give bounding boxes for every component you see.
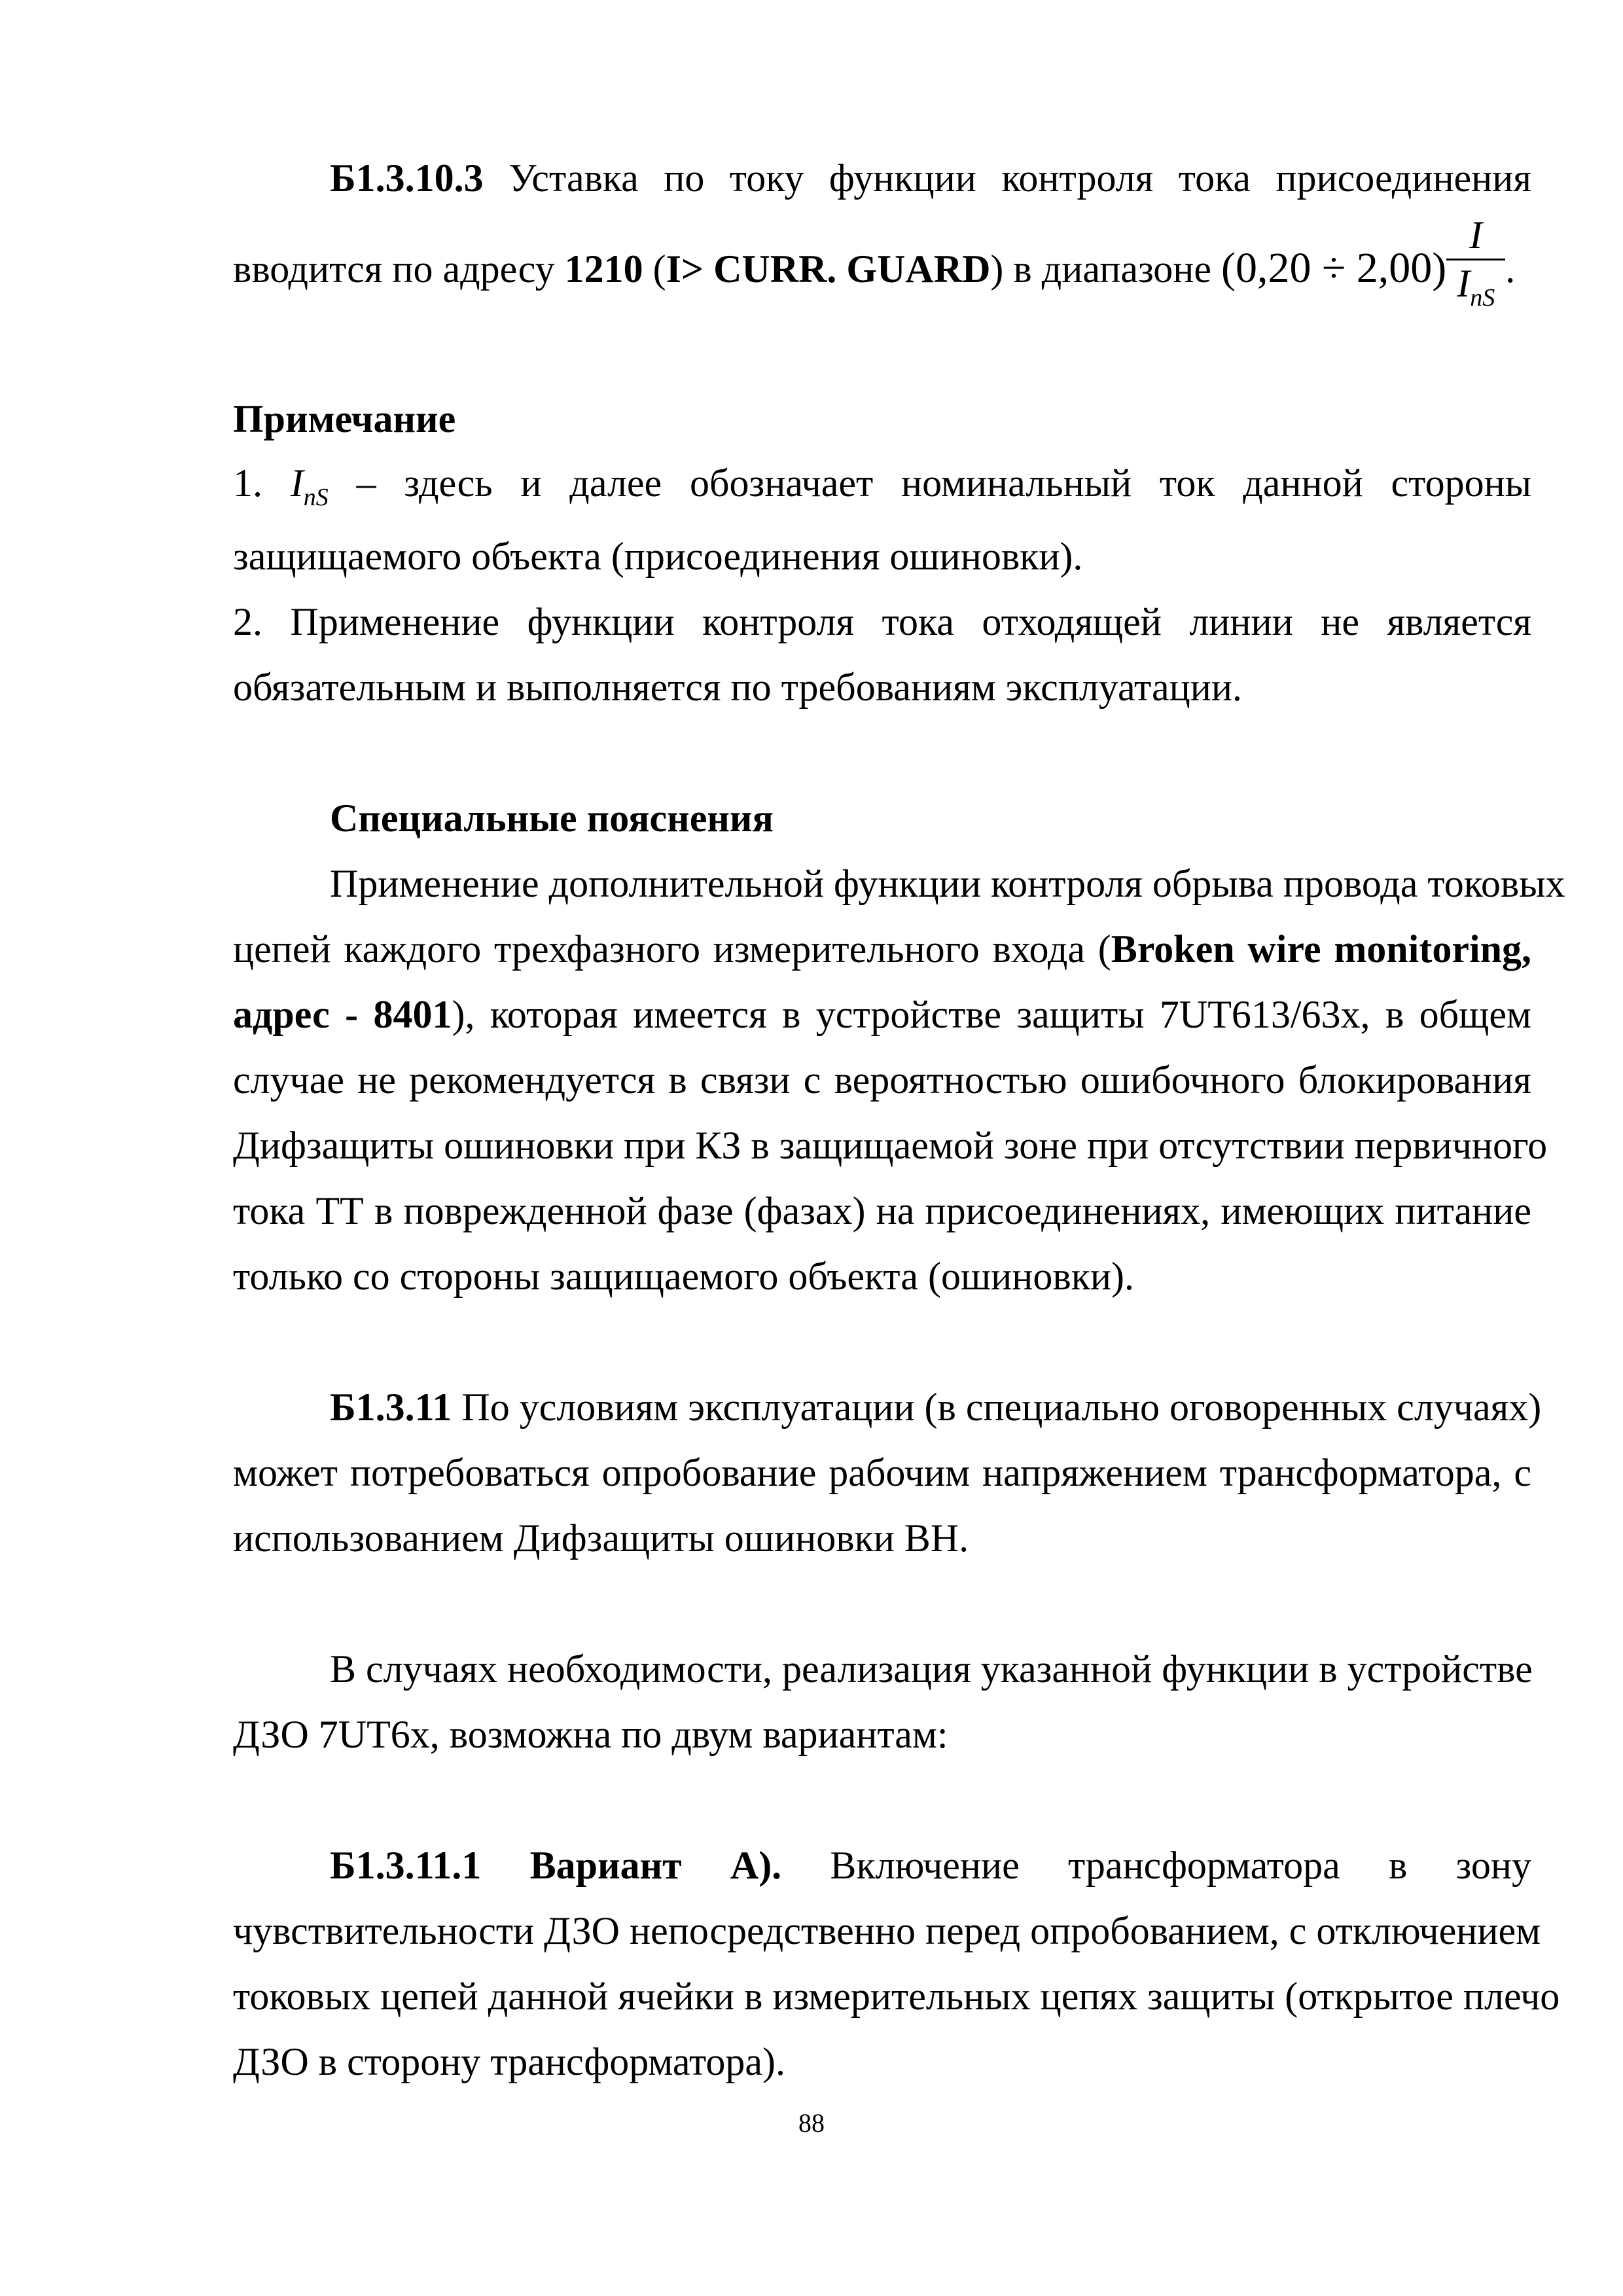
section-b1-3-11-line-1 xyxy=(330,1384,1542,1431)
section-b1-3-11-1-line-3: токовых цепей данной ячейки в измерительных цепях защиты (открытое плечо xyxy=(233,1975,1560,2018)
paragraph-text: По условиям эксплуатации (в специально оговоренных случаях) xyxy=(461,1386,1542,1429)
special-line-1: Применение дополнительной функции контроля обрыва провода токовых xyxy=(330,862,1565,905)
page-number: 88 xyxy=(798,2108,825,2138)
cases-line-2: ДЗО 7UT6x, возможна по двум вариантам: xyxy=(233,1713,948,1756)
bold-term: адрес - 8401 xyxy=(233,993,452,1036)
section-b1-3-10-3-line-2 xyxy=(233,213,1531,312)
special-line-2 xyxy=(233,925,1531,973)
cases-line-1: В случаях необходимости, реализация указанной функции в устройстве xyxy=(330,1647,1533,1691)
special-line-4: случае не рекомендуется в связи с вероятностью ошибочного блокирования xyxy=(233,1058,1531,1102)
period: . xyxy=(1505,247,1516,291)
note-heading: Примечание xyxy=(233,397,456,440)
paragraph-text: ), которая имеется в устройстве защиты 7UT613/63x, в общем xyxy=(452,993,1531,1036)
range-value: (0,20 ÷ 2,00) xyxy=(1221,244,1447,292)
fraction-denominator xyxy=(1446,260,1505,312)
current-fraction xyxy=(1446,213,1505,312)
note-item-2-line-1: 2. Применение функции контроля тока отходящей линии не является xyxy=(233,600,1531,643)
paragraph-text: Уставка по току функции контроля тока присоединения xyxy=(508,156,1532,200)
fraction-numerator: I xyxy=(1469,213,1483,257)
paren: ( xyxy=(643,247,666,291)
section-number: Б1.3.11 xyxy=(330,1386,452,1429)
special-line-5: Дифзащиты ошиновки при КЗ в защищаемой зоне при отсутствии первичного xyxy=(233,1124,1548,1167)
bold-term: Broken wire monitoring, xyxy=(1111,927,1531,971)
symbol-main: I xyxy=(1457,262,1471,306)
paragraph-text: в диапазоне xyxy=(1003,247,1222,291)
special-line-6: тока ТТ в поврежденной фазе (фазах) на присоединениях, имеющих питание xyxy=(233,1189,1531,1232)
symbol-main: I xyxy=(290,461,304,505)
note-item-1-line-1 xyxy=(233,459,1531,512)
variant-label: Вариант А). xyxy=(529,1844,782,1887)
paragraph-text: – здесь и далее обозначает номинальный ток данной стороны xyxy=(356,461,1532,505)
special-line-3 xyxy=(233,991,1531,1038)
section-b1-3-11-line-2: может потребоваться опробование рабочим напряжением трансформатора, с xyxy=(233,1451,1531,1494)
paragraph-text: цепей каждого трехфазного измерительного входа ( xyxy=(233,927,1111,971)
special-line-7: только со стороны защищаемого объекта (ошиновки). xyxy=(233,1255,1134,1298)
section-b1-3-11-1-line-4: ДЗО в сторону трансформатора). xyxy=(233,2040,786,2083)
section-b1-3-11-1-line-2: чувствительности ДЗО непосредственно перед опробованием, с отключением xyxy=(233,1909,1541,1952)
symbol-subscript: nS xyxy=(1470,284,1495,312)
symbol-subscript: nS xyxy=(303,484,329,511)
address-value: 1210 xyxy=(564,247,643,291)
paragraph-text: вводится по адресу xyxy=(233,247,565,291)
section-number: Б1.3.10.3 xyxy=(330,156,484,200)
section-number: Б1.3.11.1 xyxy=(330,1844,482,1887)
note-item-1-line-2: защищаемого объекта (присоединения ошиновки). xyxy=(233,535,1083,578)
section-b1-3-11-1-line-1 xyxy=(330,1842,1531,1889)
paragraph-text: Включение трансформатора в зону xyxy=(830,1844,1531,1887)
list-number: 1. xyxy=(233,461,262,505)
special-heading: Специальные пояснения xyxy=(330,797,774,840)
section-b1-3-10-3-line-1 xyxy=(330,154,1531,202)
note-item-2-line-2: обязательным и выполняется по требованиям эксплуатации. xyxy=(233,666,1242,709)
paren: ) xyxy=(990,247,1004,291)
section-b1-3-11-line-3: использованием Дифзащиты ошиновки ВН. xyxy=(233,1516,969,1560)
setting-code: I> CURR. GUARD xyxy=(666,247,991,291)
